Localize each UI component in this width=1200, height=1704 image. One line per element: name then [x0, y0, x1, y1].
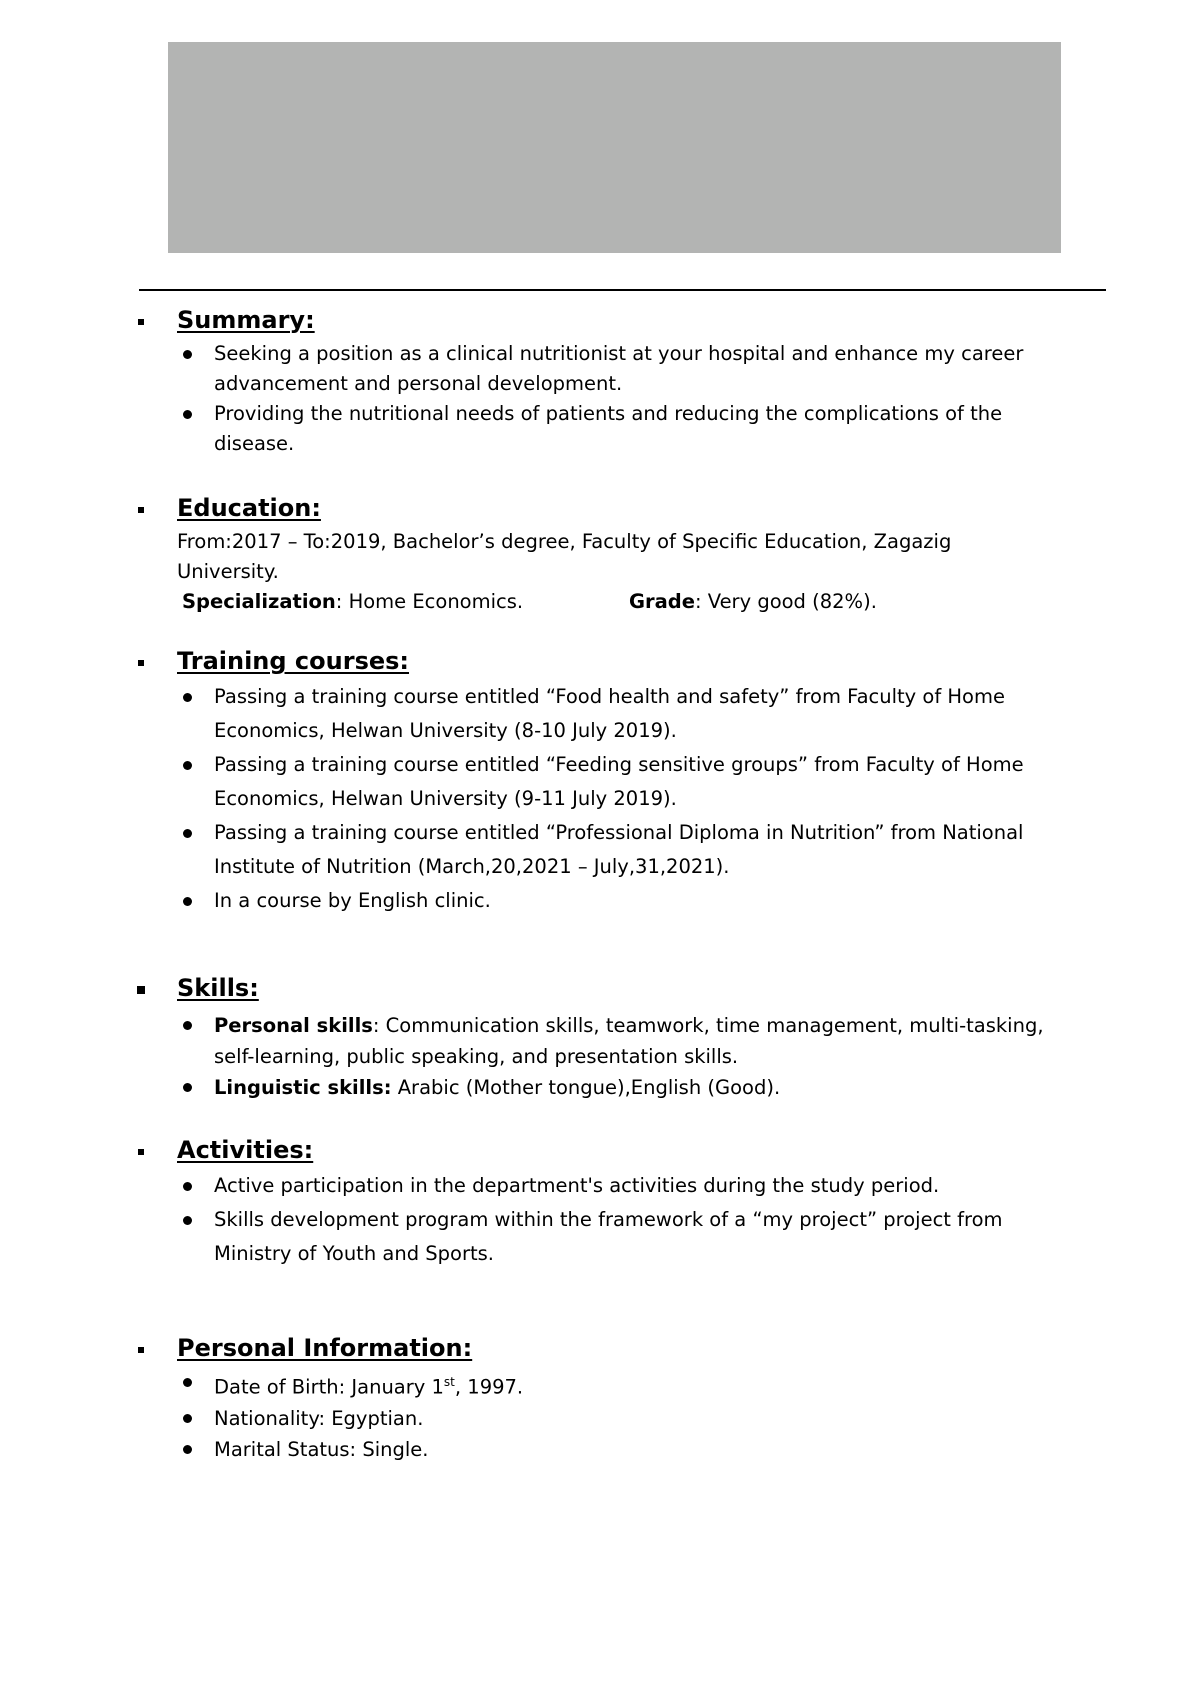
list-item	[0, 1072, 1200, 1103]
list-item	[0, 1203, 1200, 1271]
training-item-text: Passing a training course entitled “Professional Diploma in Nutrition” from National Institute of Nutrition (March,20,2021 – July,31,2021).	[214, 821, 1024, 878]
activities-item-text: Active participation in the department's activities during the study period.	[214, 1174, 940, 1197]
activities-item-text: Skills development program within the framework of a “my project” project from Ministry of Youth and Sports.	[214, 1208, 1003, 1265]
grade-line	[629, 587, 1029, 617]
header-divider	[139, 289, 1106, 291]
marital-status-text: Marital Status: Single.	[214, 1437, 429, 1461]
bullet-icon	[183, 1021, 192, 1030]
list-item	[0, 399, 1200, 459]
training-item-text: Passing a training course entitled “Food health and safety” from Faculty of Home Economics, Helwan University (8-10 July 2019).	[214, 685, 1005, 742]
bullet-icon	[183, 1182, 192, 1191]
list-item	[0, 1169, 1200, 1203]
list-item	[0, 1434, 1200, 1465]
section-marker	[138, 1347, 144, 1353]
nationality-text: Nationality: Egyptian.	[214, 1406, 424, 1430]
bullet-icon	[183, 350, 192, 359]
grade-label: Grade	[629, 590, 695, 613]
grade-value: : Very good (82%).	[694, 590, 877, 613]
education-degree-line: From:2017 – To:2019, Bachelor’s degree, Faculty of Specific Education, Zagazig University.	[177, 530, 952, 583]
education-heading: Education:	[177, 494, 321, 522]
personal-info-list	[0, 1367, 1200, 1465]
summary-item-text: Providing the nutritional needs of patients and reducing the complications of the disease.	[214, 402, 1003, 455]
list-item	[0, 816, 1200, 884]
specialization-label: Specialization	[182, 590, 336, 613]
bullet-icon	[183, 1378, 192, 1387]
section-marker	[138, 1149, 144, 1155]
summary-item-text: Seeking a position as a clinical nutritionist at your hospital and enhance my career advancement and personal development.	[214, 342, 1024, 395]
bullet-icon	[183, 761, 192, 770]
list-item	[0, 1403, 1200, 1434]
personal-info-heading: Personal Information:	[177, 1334, 473, 1362]
skills-list	[0, 1010, 1200, 1103]
redacted-header-block	[168, 42, 1061, 253]
training-heading: Training courses:	[177, 647, 410, 675]
personal-skills-value: : Communication skills, teamwork, time management, multi-tasking, self-learning, public speaking, and presentation skills.	[214, 1014, 1044, 1068]
training-item-text: In a course by English clinic.	[214, 889, 491, 912]
bullet-icon	[183, 897, 192, 906]
linguistic-skills-value: Arabic (Mother tongue),English (Good).	[391, 1076, 781, 1099]
list-item	[0, 339, 1200, 399]
section-marker	[137, 986, 145, 994]
section-marker	[138, 507, 144, 513]
bullet-icon	[183, 1445, 192, 1454]
list-item	[0, 748, 1200, 816]
list-item	[0, 884, 1200, 918]
specialization-value: : Home Economics.	[335, 590, 524, 613]
personal-skills-label: Personal skills	[214, 1014, 373, 1037]
training-item-text: Passing a training course entitled “Feeding sensitive groups” from Faculty of Home Economics, Helwan University (9-11 July 2019).	[214, 753, 1024, 810]
training-list	[0, 680, 1200, 918]
section-marker	[138, 660, 144, 666]
bullet-icon	[183, 1414, 192, 1423]
list-item	[0, 1367, 1200, 1403]
summary-list	[0, 339, 1200, 459]
dob-text: Date of Birth: January 1	[214, 1375, 444, 1399]
linguistic-skills-label: Linguistic skills:	[214, 1076, 392, 1099]
bullet-icon	[183, 1083, 192, 1092]
dob-year: , 1997.	[454, 1375, 524, 1399]
skills-heading: Skills:	[177, 974, 259, 1002]
bullet-icon	[183, 410, 192, 419]
list-item	[0, 1010, 1200, 1072]
dob-superscript: st	[443, 1375, 455, 1389]
bullet-icon	[183, 1216, 192, 1225]
section-marker	[138, 319, 144, 325]
activities-list	[0, 1169, 1200, 1271]
bullet-icon	[183, 693, 192, 702]
activities-heading: Activities:	[177, 1136, 314, 1164]
bullet-icon	[183, 829, 192, 838]
summary-heading: Summary:	[177, 306, 315, 334]
list-item	[0, 680, 1200, 748]
